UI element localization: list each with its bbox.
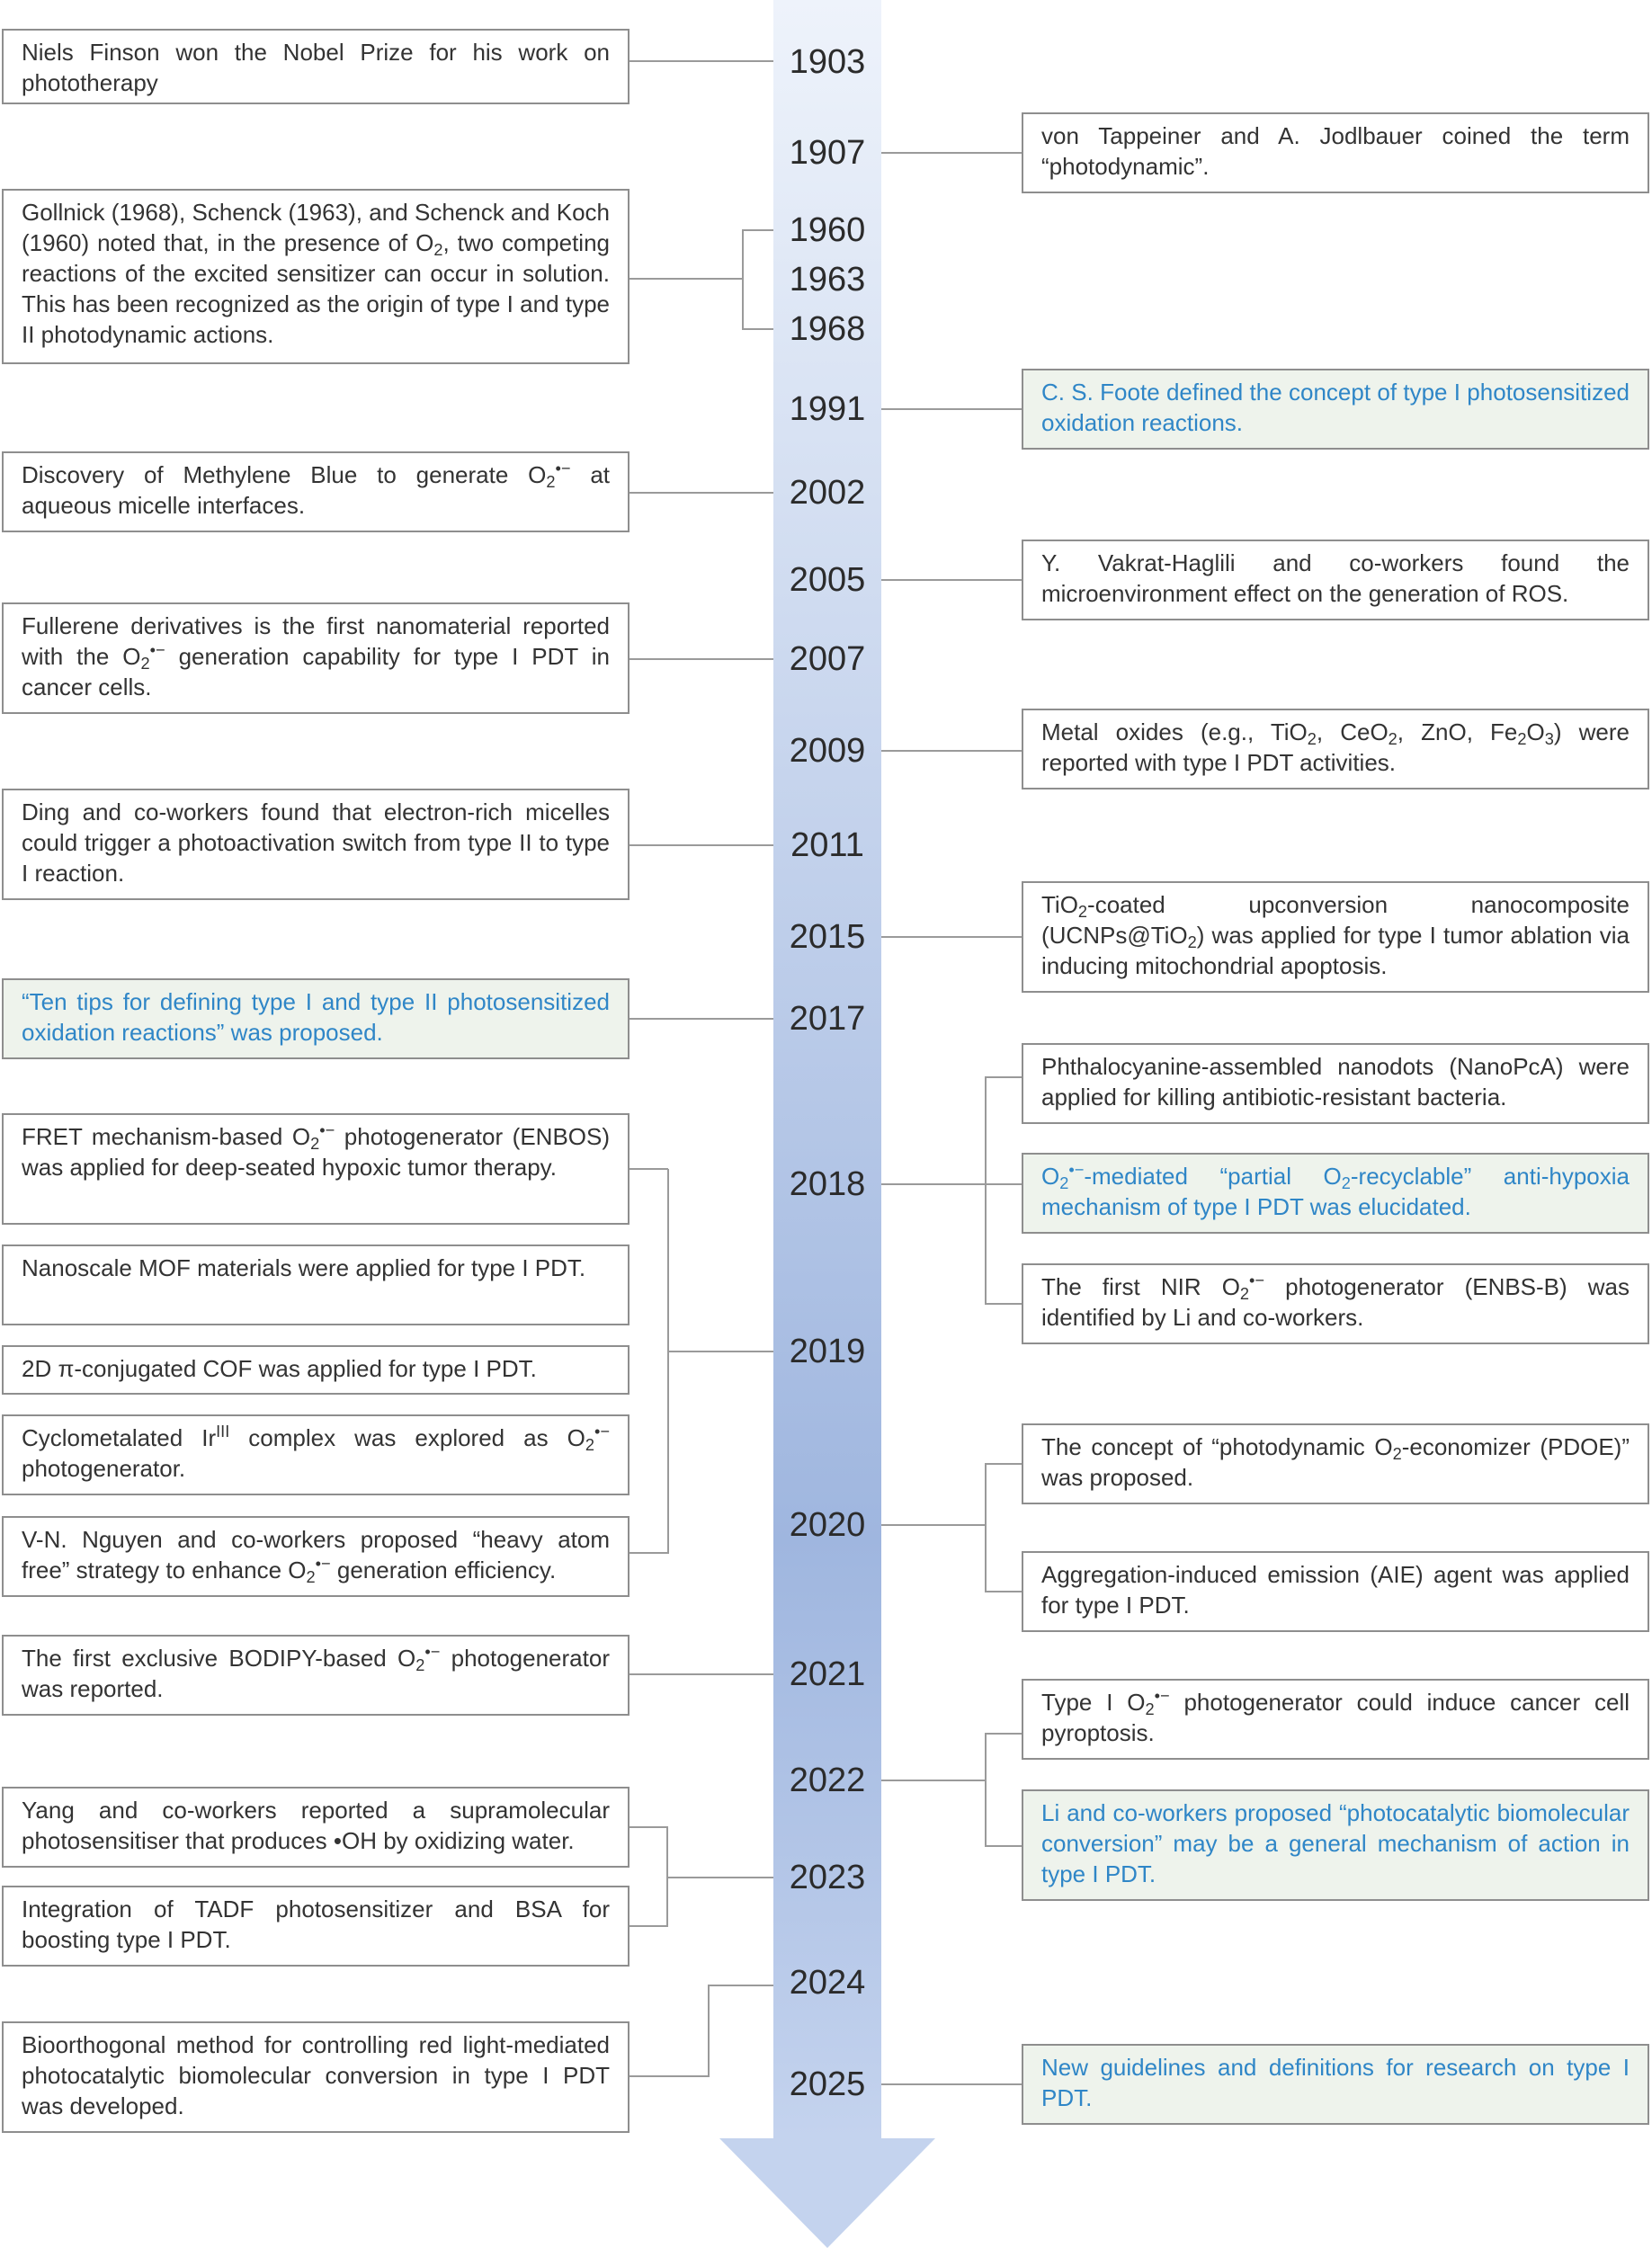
event-2005-text: Y. Vakrat-Haglili and co-workers found the microenvironment effect on the generation of ROS. <box>1041 549 1630 607</box>
event-2009-box: Metal oxides (e.g., TiO$_2$, CeO$_2$, ZnO, $Fe_2O_3$) were reported with type I PDT activities. <box>1022 709 1649 789</box>
timeline-arrowhead <box>719 2138 935 2248</box>
event-2017-text: “Ten tips for defining type I and type II photosensitized oxidation reactions” was proposed. <box>22 988 610 1046</box>
connector-2018-right <box>986 1077 1022 1304</box>
event-2019-2-text: 2D π-conjugated COF was applied for type I PDT. <box>22 1355 537 1382</box>
year-1907: 1907 <box>789 134 866 172</box>
year-1963: 1963 <box>789 261 866 299</box>
event-1991-text: C. S. Foote defined the concept of type I photosensitized oxidation reactions. <box>1041 379 1630 436</box>
event-2017-box <box>2 978 630 1059</box>
event-2018-r3-box: The first NIR $O_2^{•-}$ photogenerator (ENBS-B) was identified by Li and co-workers. <box>1022 1263 1649 1344</box>
event-2023-2-box <box>2 1886 630 1967</box>
event-2019-4-box: V-N. Nguyen and co-workers proposed “heavy atom free” strategy to enhance $O_2^{•-}$ generation efficiency. <box>2 1516 630 1597</box>
event-2022-2-text: Li and co-workers proposed “photocatalytic biomolecular conversion” may be a general mechanism of action in type I PDT. <box>1041 1799 1630 1887</box>
event-1903-text: Niels Finson won the Nobel Prize for his work on phototherapy <box>22 39 610 96</box>
event-2002-box: Discovery of Methylene Blue to generate $O_2^{•-}$ at aqueous micelle interfaces. <box>2 451 630 532</box>
connector-2019 <box>630 1169 668 1553</box>
year-2005: 2005 <box>789 561 866 599</box>
year-2015: 2015 <box>789 918 866 956</box>
year-2025: 2025 <box>789 2065 866 2103</box>
year-2022: 2022 <box>789 1762 866 1799</box>
event-1991-box <box>1022 369 1649 450</box>
event-2019-2-box <box>2 1345 630 1395</box>
year-2009: 2009 <box>789 732 866 770</box>
event-2015-box: TiO$_2$-coated upconversion nanocomposite (UCNPs@TiO$_2$) was applied for type I tumor ablation via inducing mitochondrial apoptosis. <box>1022 881 1649 993</box>
event-2021-box: The first exclusive BODIPY-based $O_2^{•-}$ photogenerator was reported. <box>2 1635 630 1716</box>
connector-2023 <box>630 1827 667 1926</box>
year-2024: 2024 <box>789 1964 866 2002</box>
event-2018-r1-box <box>1022 1043 1649 1124</box>
event-2025-box <box>1022 2044 1649 2125</box>
year-2020: 2020 <box>789 1506 866 1544</box>
connector-2022 <box>986 1734 1022 1846</box>
event-2023-2-text: Integration of TADF photosensitizer and BSA for boosting type I PDT. <box>22 1896 610 1953</box>
event-1903-box <box>2 29 630 104</box>
event-2023-1-box <box>2 1787 630 1868</box>
year-1968: 1968 <box>789 310 866 348</box>
event-2019-3-box: Cyclometalated $Ir^{III}$ complex was explored as $O_2^{•-}$ photogenerator. <box>2 1414 630 1495</box>
year-1903: 1903 <box>789 43 866 81</box>
event-2011-text: Ding and co-workers found that electron-rich micelles could trigger a photoactivation switch from type II to type I reaction. <box>22 798 610 887</box>
event-2011-box <box>2 789 630 900</box>
year-2011: 2011 <box>790 826 864 864</box>
event-2022-2-box <box>1022 1789 1649 1901</box>
event-1907-text: von Tappeiner and A. Jodlbauer coined the term “photodynamic”. <box>1041 122 1630 180</box>
year-2021: 2021 <box>789 1655 866 1693</box>
connector-2024 <box>630 1985 773 2076</box>
connector-1960-1968 <box>743 230 773 329</box>
event-2019-1-box <box>2 1244 630 1325</box>
year-1960: 1960 <box>789 211 866 249</box>
year-2023: 2023 <box>789 1859 866 1896</box>
year-2018: 2018 <box>789 1165 866 1203</box>
event-1907-box <box>1022 112 1649 193</box>
event-2020-2-box <box>1022 1551 1649 1632</box>
event-2007-box: Fullerene derivatives is the first nanomaterial reported with the $O_2^{•-}$ generation capability for type I PDT in cancer cells. <box>2 602 630 714</box>
year-2007: 2007 <box>789 640 866 678</box>
year-2017: 2017 <box>789 1000 866 1038</box>
year-2019: 2019 <box>789 1333 866 1370</box>
event-2018-r1-text: Phthalocyanine-assembled nanodots (NanoPcA) were applied for killing antibiotic-resistant bacteria. <box>1041 1053 1630 1111</box>
event-2022-1-box: Type I $O_2^{•-}$ photogenerator could induce cancer cell pyroptosis. <box>1022 1679 1649 1760</box>
event-2005-box <box>1022 540 1649 620</box>
event-2018-r2-box: $O_2^{•-}$-mediated “partial $O_2$-recyclable” anti-hypoxia mechanism of type I PDT was elucidated. <box>1022 1153 1649 1234</box>
event-2020-1-box: The concept of “photodynamic $O_2$-economizer (PDOE)” was proposed. <box>1022 1423 1649 1504</box>
event-2025-text: New guidelines and definitions for research on type I PDT. <box>1041 2054 1630 2111</box>
event-2019-1-text: Nanoscale MOF materials were applied for type I PDT. <box>22 1254 586 1281</box>
year-1991: 1991 <box>789 390 866 428</box>
event-2024-box <box>2 2021 630 2133</box>
event-2023-1-text: Yang and co-workers reported a supramolecular photosensitiser that produces •OH by oxidizing water. <box>22 1797 610 1854</box>
year-2002: 2002 <box>789 474 866 512</box>
event-2024-text: Bioorthogonal method for controlling red light-mediated photocatalytic biomolecular conversion in type I PDT was developed. <box>22 2031 610 2119</box>
event-1960-box: Gollnick (1968), Schenck (1963), and Schenck and Koch (1960) noted that, in the presence of $O_2$, two competing reactions of the excited sensitizer can occur in solution. This has been recognized as the origin of type I and type II photodynamic actions. <box>2 189 630 364</box>
event-2018-left-box: FRET mechanism-based $O_2^{•-}$ photogenerator (ENBOS) was applied for deep-seated hypoxic tumor therapy. <box>2 1113 630 1225</box>
event-2020-2-text: Aggregation-induced emission (AIE) agent was applied for type I PDT. <box>1041 1561 1630 1619</box>
connector-2020 <box>986 1464 1022 1592</box>
